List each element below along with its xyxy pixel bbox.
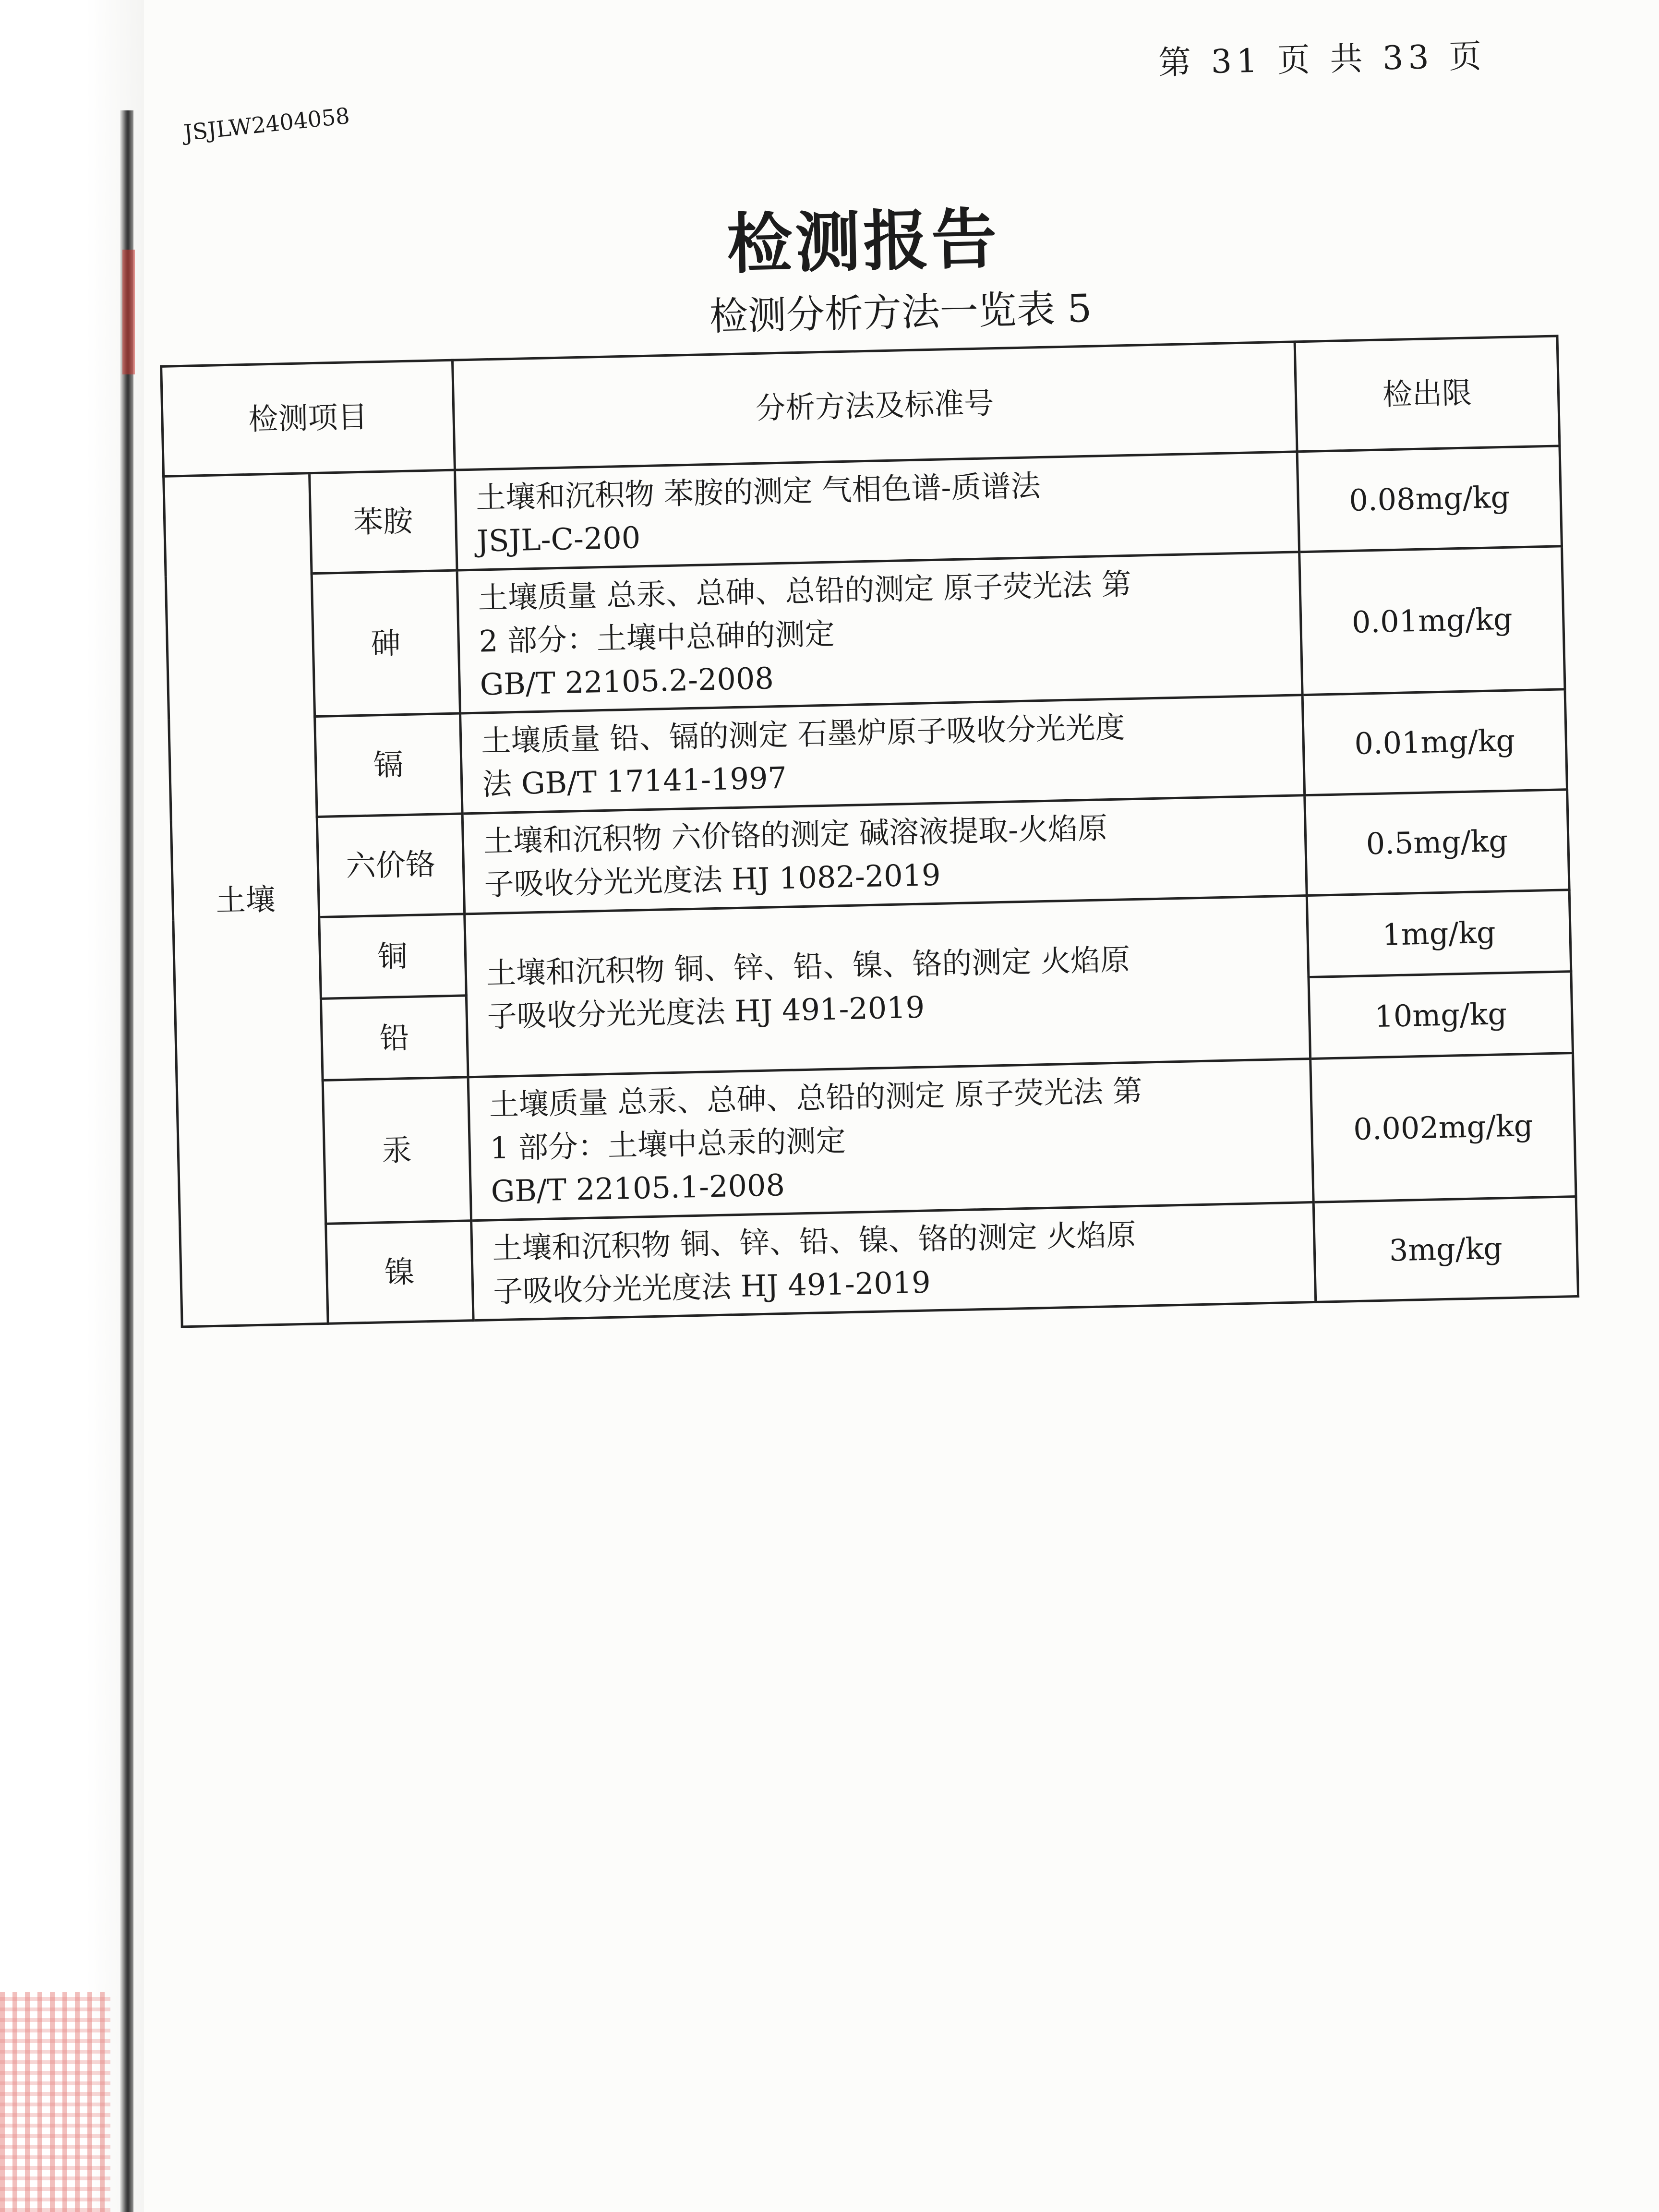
limit-cell: 0.5mg/kg (1305, 790, 1569, 896)
method-line: 1 部分：土壤中总汞的测定 (490, 1123, 846, 1166)
method-line: 2 部分：土壤中总砷的测定 (478, 616, 835, 659)
method-line: 土壤和沉积物 铜、锌、铅、镍、铬的测定 火焰原 (486, 941, 1130, 991)
method-line: 子吸收分光光度法 HJ 491-2019 (487, 989, 925, 1034)
method-line: 土壤质量 总汞、总砷、总铅的测定 原子荧光法 第 (489, 1073, 1143, 1123)
item-cell: 苯胺 (309, 470, 457, 573)
method-line: 土壤和沉积物 苯胺的测定 气相色谱-质谱法 (475, 468, 1041, 516)
methods-table-section (158, 268, 1534, 1328)
method-line: 土壤质量 铅、镉的测定 石墨炉原子吸收分光光度 (481, 709, 1126, 759)
limit-cell: 3mg/kg (1313, 1196, 1578, 1302)
limit-cell: 0.01mg/kg (1299, 546, 1565, 696)
limit-cell: 0.01mg/kg (1302, 689, 1567, 795)
item-cell: 砷 (312, 570, 460, 717)
item-cell: 六价铬 (317, 814, 465, 917)
method-line: 子吸收分光光度法 HJ 491-2019 (493, 1264, 931, 1309)
method-cell (468, 1059, 1313, 1221)
method-line: GB/T 22105.1-2008 (490, 1167, 785, 1209)
method-cell (462, 795, 1307, 914)
method-cell (455, 452, 1299, 570)
method-line: 土壤和沉积物 六价铬的测定 碱溶液提取-火焰原 (483, 810, 1108, 859)
method-line: 土壤质量 总汞、总砷、总铅的测定 原子荧光法 第 (478, 566, 1132, 616)
item-cell: 铅 (321, 996, 468, 1081)
document-title: 检测报告 (726, 201, 1000, 283)
method-line: GB/T 22105.2-2008 (479, 660, 774, 702)
header-item: 检测项目 (161, 360, 455, 476)
method-line: 法 GB/T 17141-1997 (481, 760, 787, 802)
page-number: 第 31 页 共 33 页 (1158, 37, 1487, 83)
methods-table (160, 335, 1579, 1328)
method-cell (460, 695, 1305, 814)
binding-shadow (120, 110, 133, 2212)
table-caption: 检测分析方法一览表 5 (709, 286, 1093, 339)
item-cell: 镍 (325, 1220, 473, 1323)
report-code: JSJLW2404058 (182, 102, 351, 146)
header-method: 分析方法及标准号 (452, 342, 1297, 470)
limit-cell: 1mg/kg (1307, 890, 1571, 977)
category-cell: 土壤 (164, 473, 328, 1327)
method-cell (457, 552, 1302, 714)
method-line: 子吸收分光光度法 HJ 1082-2019 (484, 857, 941, 902)
method-line: JSJL-C-200 (476, 520, 641, 559)
item-cell: 镉 (314, 713, 462, 817)
item-cell: 汞 (323, 1077, 471, 1224)
header-limit: 检出限 (1295, 336, 1560, 452)
limit-cell: 0.002mg/kg (1310, 1053, 1576, 1202)
method-line: 土壤和沉积物 铜、锌、铅、镍、铬的测定 火焰原 (492, 1216, 1137, 1266)
method-cell (471, 1202, 1316, 1321)
red-seal-fragment-bottom (0, 1992, 110, 2212)
method-cell (465, 896, 1310, 1077)
limit-cell: 0.08mg/kg (1297, 446, 1562, 552)
limit-cell: 10mg/kg (1309, 972, 1573, 1059)
item-cell: 铜 (319, 914, 466, 999)
